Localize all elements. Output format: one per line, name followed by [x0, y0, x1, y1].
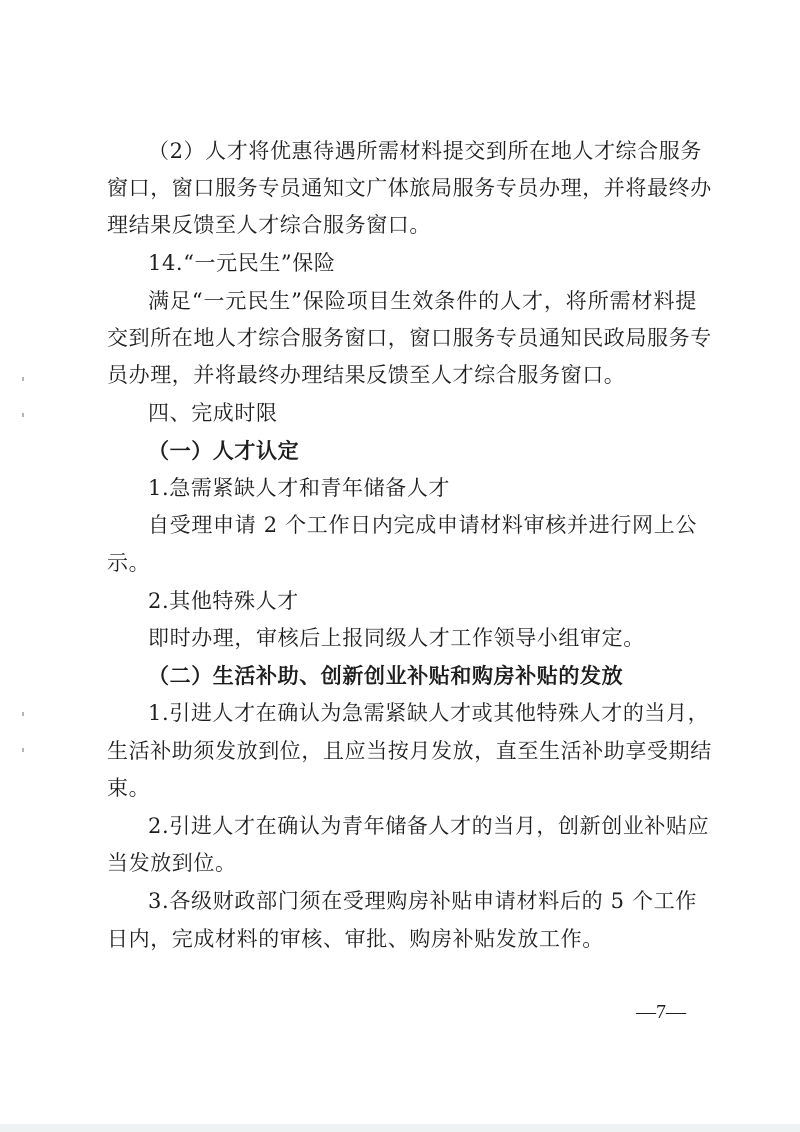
scan-speck — [22, 748, 24, 752]
paragraph-line: 当发放到位。 — [107, 851, 237, 875]
scan-speck — [22, 413, 24, 417]
paragraph-line: 1.引进人才在确认为急需紧缺人才或其他特殊人才的当月， — [148, 701, 710, 725]
paragraph-line: 员办理，并将最终办理结果反馈至人才综合服务窗口。 — [107, 363, 626, 387]
scan-bottom-edge — [0, 1124, 800, 1132]
paragraph-line: 交到所在地人才综合服务窗口，窗口服务专员通知民政局服务专 — [107, 326, 712, 350]
paragraph-line: （2）人才将优惠待遇所需材料提交到所在地人才综合服务 — [148, 139, 702, 163]
paragraph-line: 满足“一元民生”保险项目生效条件的人才，将所需材料提 — [148, 289, 697, 313]
paragraph-line: 自受理申请 2 个工作日内完成申请材料审核并进行网上公 — [148, 513, 697, 537]
paragraph-line: 2.引进人才在确认为青年储备人才的当月，创新创业补贴应 — [148, 814, 710, 838]
scan-speck — [22, 377, 24, 381]
paragraph-line: 日内，完成材料的审核、审批、购房补贴发放工作。 — [107, 927, 604, 951]
subsection-heading: （一）人才认定 — [148, 438, 300, 463]
paragraph-line: 窗口，窗口服务专员通知文广体旅局服务专员办理，并将最终办 — [107, 176, 712, 200]
paragraph-line: 3.各级财政部门须在受理购房补贴申请材料后的 5 个工作 — [148, 889, 697, 913]
item-heading: 1.急需紧缺人才和青年储备人才 — [148, 476, 451, 500]
section-heading: 四、完成时限 — [148, 401, 278, 425]
paragraph-line: 理结果反馈至人才综合服务窗口。 — [107, 213, 431, 237]
item-heading: 2.其他特殊人才 — [148, 589, 299, 613]
item-heading: 14.“一元民生”保险 — [148, 251, 336, 275]
page-number: —7— — [636, 1001, 686, 1023]
paragraph-line: 示。 — [107, 551, 151, 575]
scan-speck — [22, 712, 24, 716]
paragraph-line: 即时办理，审核后上报同级人才工作领导小组审定。 — [148, 626, 645, 650]
paragraph-line: 生活补助须发放到位，且应当按月发放，直至生活补助享受期结 — [107, 739, 712, 763]
paragraph-line: 束。 — [107, 776, 151, 800]
subsection-heading: （二）生活补助、创新创业补贴和购房补贴的发放 — [148, 663, 624, 688]
